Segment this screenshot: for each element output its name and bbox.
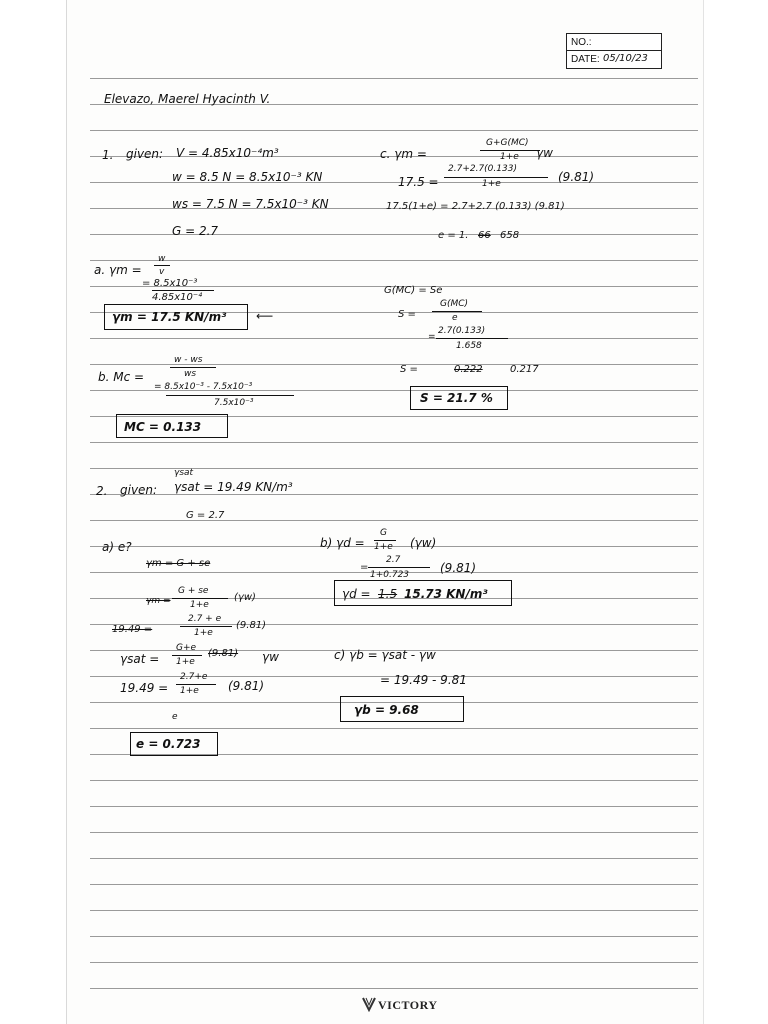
p1a-frac-den: v	[159, 267, 165, 277]
p1c-label: c. γm =	[380, 147, 427, 161]
p2b-label: b) γd =	[320, 536, 365, 550]
p1d-frac-den: e	[452, 313, 458, 323]
student-name: Elevazo, Maerel Hyacinth V.	[104, 92, 271, 106]
p1d-value: 0.217	[510, 364, 539, 375]
ruled-line	[90, 988, 698, 989]
p1c-step1-num: 2.7+2.7(0.133)	[448, 164, 517, 174]
p2-gamma-sat-note: γsat	[174, 468, 194, 478]
p2b-step-right: (9.81)	[440, 561, 477, 575]
date-label: DATE:	[571, 54, 600, 65]
ruled-line	[90, 624, 698, 625]
p1-given-dry-weight: ws = 7.5 N = 7.5x10⁻³ KN	[172, 197, 329, 211]
p2a-label: a) e?	[102, 540, 132, 554]
p1c-step3-right: 658	[500, 230, 520, 241]
p1b-step-bar	[166, 395, 294, 396]
p1b-result: MC = 0.133	[124, 420, 202, 434]
victory-logo-icon	[362, 996, 376, 1012]
ruled-line	[90, 546, 698, 547]
p1d-step-den: 1.658	[456, 341, 482, 351]
date-value: 05/10/23	[603, 53, 648, 64]
ruled-line	[90, 884, 698, 885]
p1b-frac-num: w - ws	[174, 355, 203, 365]
p2a-result: e = 0.723	[136, 737, 201, 751]
p2a-line3-left: 19.49 =	[112, 624, 153, 635]
p1a-arrow-mark: ⟵	[256, 309, 274, 323]
ruled-line	[90, 78, 698, 79]
p1c-gamma-w: γw	[536, 146, 553, 160]
p1d-result: S = 21.7 %	[420, 391, 493, 405]
p2a-line2-right: (γw)	[234, 592, 256, 603]
ruled-line	[90, 780, 698, 781]
p2a-line4-struck: (9.81)	[208, 648, 239, 659]
p2b-step-bar	[368, 567, 430, 568]
p2-given-gamma-sat: γsat = 19.49 KN/m³	[174, 480, 293, 494]
p1-given-volume: V = 4.85x10⁻⁴m³	[176, 146, 279, 160]
p1d-relation: G(MC) = Se	[384, 285, 443, 296]
p1c-frac-den: 1+e	[500, 152, 519, 162]
p1b-step-den: 7.5x10⁻³	[214, 398, 254, 408]
p1-given-label: given:	[126, 147, 164, 161]
p2b-step-num: 2.7	[386, 555, 401, 565]
p2b-eq-mark: =	[360, 562, 369, 573]
p2b-result: 15.73 KN/m³	[404, 587, 488, 601]
ruled-line	[90, 494, 698, 495]
p1c-step1-left: 17.5 =	[398, 175, 439, 189]
ruled-line	[90, 442, 698, 443]
p2a-line4-right: γw	[262, 650, 279, 664]
p2a-line1: γm = G + se	[146, 558, 211, 569]
p2a-line2-den: 1+e	[190, 600, 209, 610]
p1-number: 1.	[102, 148, 114, 162]
p2a-line5-den: 1+e	[180, 686, 199, 696]
p2b-frac-den: 1+e	[374, 542, 393, 552]
p1d-frac-num: G(MC)	[440, 299, 469, 309]
p1a-step-num: = 8.5x10⁻³	[142, 278, 198, 289]
p1d-value-struck: 0.222	[454, 364, 483, 375]
p2b-frac-num: G	[380, 528, 387, 538]
p2a-line2-num: G + se	[178, 586, 209, 596]
p2b-right: (γw)	[410, 536, 437, 550]
p2a-line4-left: γsat =	[120, 652, 160, 666]
p2a-stray-mark: e	[172, 712, 178, 722]
p1a-result: γm = 17.5 KN/m³	[112, 310, 227, 324]
ruled-line	[90, 936, 698, 937]
ruled-line	[90, 858, 698, 859]
p2a-line5-num: 2.7+e	[180, 672, 208, 682]
p2b-result-prefix: γd =	[342, 587, 371, 601]
p2-number: 2.	[96, 484, 108, 498]
header-box	[566, 33, 662, 69]
p2c-result: γb = 9.68	[354, 703, 419, 717]
p1c-frac-num: G+G(MC)	[486, 138, 529, 148]
p1d-eq-mark: =	[428, 332, 436, 342]
p2c-label: c) γb = γsat - γw	[334, 648, 436, 662]
p1a-step-den: 4.85x10⁻⁴	[152, 292, 203, 303]
header-divider	[567, 50, 661, 51]
no-label: NO.:	[571, 37, 592, 48]
p2a-line5-left: 19.49 =	[120, 681, 169, 695]
p1c-step3-struck: 66	[478, 230, 491, 241]
p1b-frac-den: ws	[184, 369, 197, 379]
ruled-line	[90, 728, 698, 729]
p1b-label: b. Mc =	[98, 370, 145, 384]
p1d-value-prefix: S =	[400, 364, 418, 375]
p2a-line5-right: (9.81)	[228, 679, 265, 693]
p2a-line3-right: (9.81)	[236, 620, 267, 631]
p2b-step-den: 1+0.723	[370, 570, 410, 580]
ruled-line	[90, 260, 698, 261]
p2-given-label: given:	[120, 483, 158, 497]
p2-given-specific-gravity: G = 2.7	[186, 510, 225, 521]
p2c-step: = 19.49 - 9.81	[380, 673, 467, 687]
ruled-line	[90, 806, 698, 807]
p1c-step2: 17.5(1+e) = 2.7+2.7 (0.133) (9.81)	[386, 201, 565, 212]
ruled-line	[90, 338, 698, 339]
p1-given-specific-gravity: G = 2.7	[172, 224, 219, 238]
p1c-step3-left: e = 1.	[438, 230, 469, 241]
p1d-step-bar	[436, 338, 508, 339]
ruled-line	[90, 910, 698, 911]
p1a-frac-num: w	[158, 254, 166, 264]
p2a-line3-num: 2.7 + e	[188, 614, 222, 624]
p2a-line4-den: 1+e	[176, 657, 195, 667]
ruled-line	[90, 832, 698, 833]
p2a-line4-num: G+e	[176, 643, 197, 653]
p1a-label: a. γm =	[94, 263, 142, 277]
p2a-line3-den: 1+e	[194, 628, 213, 638]
p2a-line2-prefix: γm =	[146, 596, 171, 606]
p1c-step1-den: 1+e	[482, 179, 501, 189]
p1d-label: S =	[398, 309, 416, 320]
ruled-line	[90, 962, 698, 963]
p1b-step-num: = 8.5x10⁻³ - 7.5x10⁻³	[154, 382, 253, 392]
ruled-line	[90, 520, 698, 521]
brand-name: VICTORY	[378, 998, 438, 1012]
p1c-step1-right: (9.81)	[558, 170, 595, 184]
p1-given-weight: w = 8.5 N = 8.5x10⁻³ KN	[172, 170, 323, 184]
ruled-line	[90, 130, 698, 131]
p2b-result-struck: 1.5	[378, 587, 398, 601]
p1d-step-num: 2.7(0.133)	[438, 326, 486, 336]
